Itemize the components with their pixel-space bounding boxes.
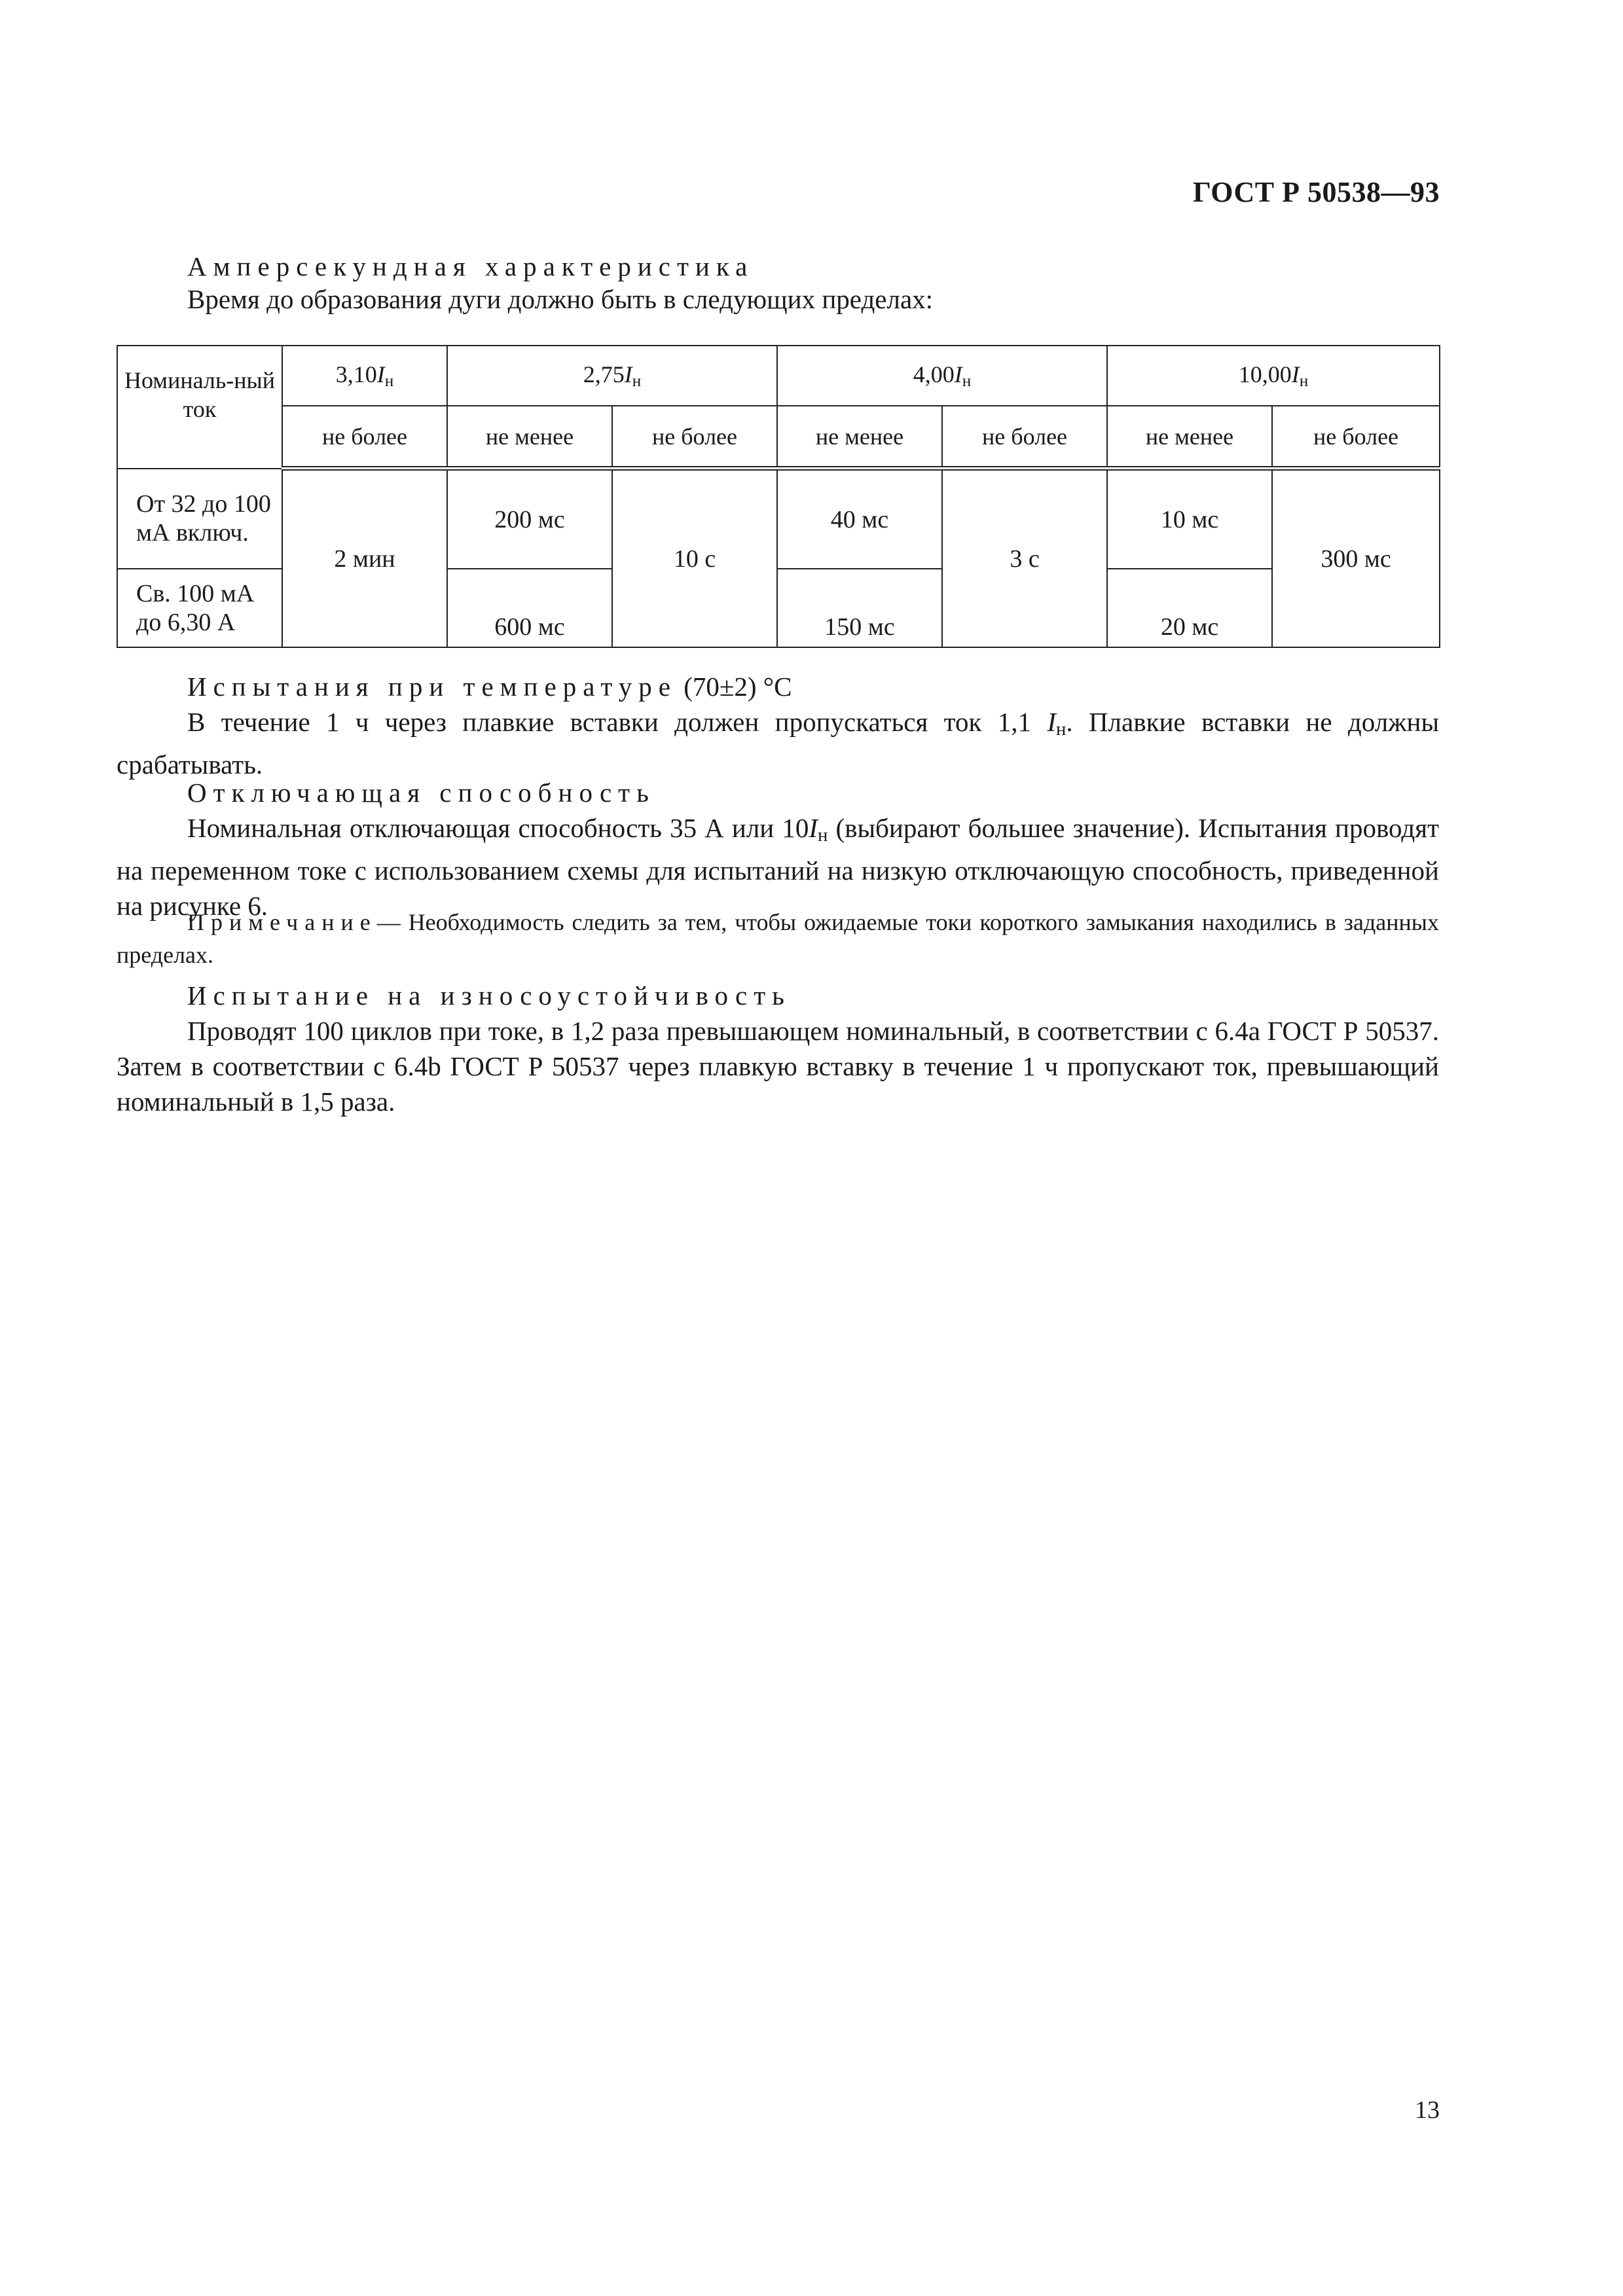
section-title-wear-resistance: Испытание на износоустойчивость — [187, 980, 791, 1011]
cell-40ms: 40 мс — [777, 469, 942, 569]
header-group-400: $4,00I_н$ — [777, 346, 1107, 406]
cell-200ms: 200 мс — [447, 469, 612, 569]
row-label-100ma-630a: Св. 100 мА до 6,30 А — [117, 569, 282, 647]
section-title-breaking-capacity: Отключающая способность — [187, 778, 655, 808]
temperature-paragraph: В течение 1 ч через плавкие вставки должен пропускаться ток 1,1 $I_н$. Плавкие вставки не должны срабатывать. — [117, 707, 1439, 780]
cell-3s: 3 с — [942, 469, 1107, 648]
cell-20ms: 20 мс — [1107, 569, 1272, 647]
cell-300ms: 300 мс — [1272, 469, 1440, 648]
cell-600ms: 600 мс — [447, 569, 612, 647]
header-nominal-current: Номиналь-ный ток — [117, 346, 282, 469]
document-header: ГОСТ Р 50538—93 — [1192, 176, 1440, 208]
subheader-cell: не более — [1272, 406, 1440, 469]
breaking-capacity-paragraph: Номинальная отключающая способность 35 А или $10I_н$ (выбирают большее значение). Испытания проводят на переменном токе с использованием схемы для испытаний на низкую отключающую способность, приведенной на рисунке 6. — [117, 813, 1440, 921]
subheader-cell: не более — [612, 406, 777, 469]
subheader-cell: не менее — [777, 406, 942, 469]
cell-2min: 2 мин — [282, 469, 447, 648]
header-group-275: $2,75I_н$ — [447, 346, 777, 406]
subheader-cell: не менее — [447, 406, 612, 469]
subheader-cell: не более — [942, 406, 1107, 469]
header-group-1000: $10,00I_н$ — [1107, 346, 1440, 406]
header-group-310: $3,10I_н$ — [282, 346, 447, 406]
section-title-temperature: Испытания при температуре (70±2) °С — [187, 672, 792, 702]
section-intro: Время до образования дуги должно быть в следующих пределах: — [187, 284, 934, 314]
note-paragraph: Примечание— Необходимость следить за тем, чтобы ожидаемые токи короткого замыкания находились в заданных пределах. — [117, 909, 1439, 968]
subheader-cell: не менее — [1107, 406, 1272, 469]
wear-resistance-paragraph: Проводят 100 циклов при токе, в 1,2 раза превышающем номинальный, в соответствии с 6.4а ГОСТ Р 50537. Затем в соответствии с 6.4b ГОСТ Р 50537 через плавкую вставку в течение 1 ч пропускают ток, превышающий номинальный в 1,5 раза. — [117, 1016, 1439, 1117]
cell-10ms: 10 мс — [1107, 469, 1272, 569]
ampere-second-table — [117, 345, 1440, 648]
section-title-ampere-second: Амперсекундная характеристика — [187, 251, 754, 281]
page-number: 13 — [1415, 2096, 1440, 2124]
cell-10s: 10 с — [612, 469, 777, 648]
cell-150ms: 150 мс — [777, 569, 942, 647]
subheader-cell: не более — [282, 406, 447, 469]
row-label-32-100ma: От 32 до 100 мА включ. — [117, 469, 282, 569]
